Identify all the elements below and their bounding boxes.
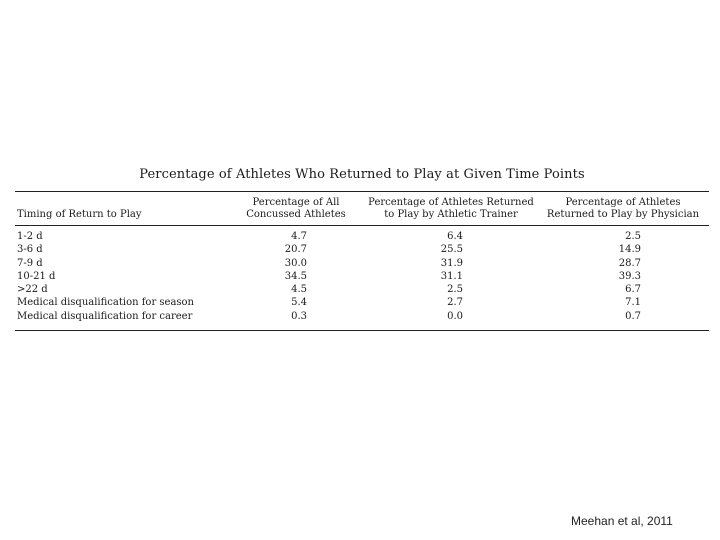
column-header-line: Concussed Athletes xyxy=(246,209,346,220)
row-label-cell: 7-9 d xyxy=(17,257,43,269)
column-header-line: Percentage of All xyxy=(252,197,340,208)
table-row xyxy=(15,296,709,309)
row-label-cell: 10-21 d xyxy=(17,270,56,282)
row-label-cell: 3-6 d xyxy=(17,244,43,256)
table-header-row xyxy=(15,192,709,226)
value-cell: 2.7 xyxy=(447,297,463,309)
column-header-line: Returned to Play by Physician xyxy=(546,209,700,220)
value-cell: 6.4 xyxy=(447,231,463,242)
value-cell: 7.1 xyxy=(625,297,641,309)
column-header-line: to Play by Athletic Trainer xyxy=(384,209,518,220)
table-row xyxy=(15,257,709,270)
row-label-cell: Medical disqualification for career xyxy=(15,310,227,331)
column-header-timing xyxy=(15,192,227,226)
column-header-line: Percentage of Athletes xyxy=(565,197,681,208)
table-body xyxy=(15,226,709,331)
column-header-physician xyxy=(537,192,709,226)
table-row xyxy=(15,226,709,244)
table-title: Percentage of Athletes Who Returned to Play at Given Time Points xyxy=(139,167,585,182)
row-label-cell: Medical disqualification for season xyxy=(17,297,195,309)
row-label-cell: 1-2 d xyxy=(17,231,43,242)
table-row xyxy=(15,310,709,331)
value-cell: 28.7 xyxy=(618,257,641,269)
table-row xyxy=(15,270,709,283)
value-cell: 20.7 xyxy=(284,244,307,256)
return-to-play-table-figure xyxy=(15,167,709,331)
value-cell: 0.7 xyxy=(537,310,709,331)
value-cell: 4.5 xyxy=(291,284,307,296)
value-cell: 0.0 xyxy=(365,310,537,331)
column-header-line: Percentage of Athletes Returned xyxy=(368,197,534,208)
value-cell: 0.3 xyxy=(227,310,365,331)
table-row xyxy=(15,283,709,296)
value-cell: 5.4 xyxy=(291,297,307,309)
value-cell: 14.9 xyxy=(618,244,641,256)
row-label-cell: >22 d xyxy=(17,284,48,296)
value-cell: 2.5 xyxy=(625,231,641,242)
value-cell: 30.0 xyxy=(284,257,307,269)
column-header-line: Timing of Return to Play xyxy=(17,209,142,220)
value-cell: 39.3 xyxy=(618,270,641,282)
value-cell: 2.5 xyxy=(447,284,463,296)
value-cell: 31.1 xyxy=(440,270,463,282)
citation: Meehan et al, 2011 xyxy=(571,514,673,528)
column-header-athletic-trainer xyxy=(365,192,537,226)
value-cell: 6.7 xyxy=(625,284,641,296)
value-cell: 25.5 xyxy=(440,244,463,256)
value-cell: 31.9 xyxy=(440,257,463,269)
column-header-all-concussed xyxy=(227,192,365,226)
value-cell: 34.5 xyxy=(284,270,307,282)
table-row xyxy=(15,243,709,256)
return-to-play-table xyxy=(15,191,709,331)
value-cell: 4.7 xyxy=(291,231,307,242)
